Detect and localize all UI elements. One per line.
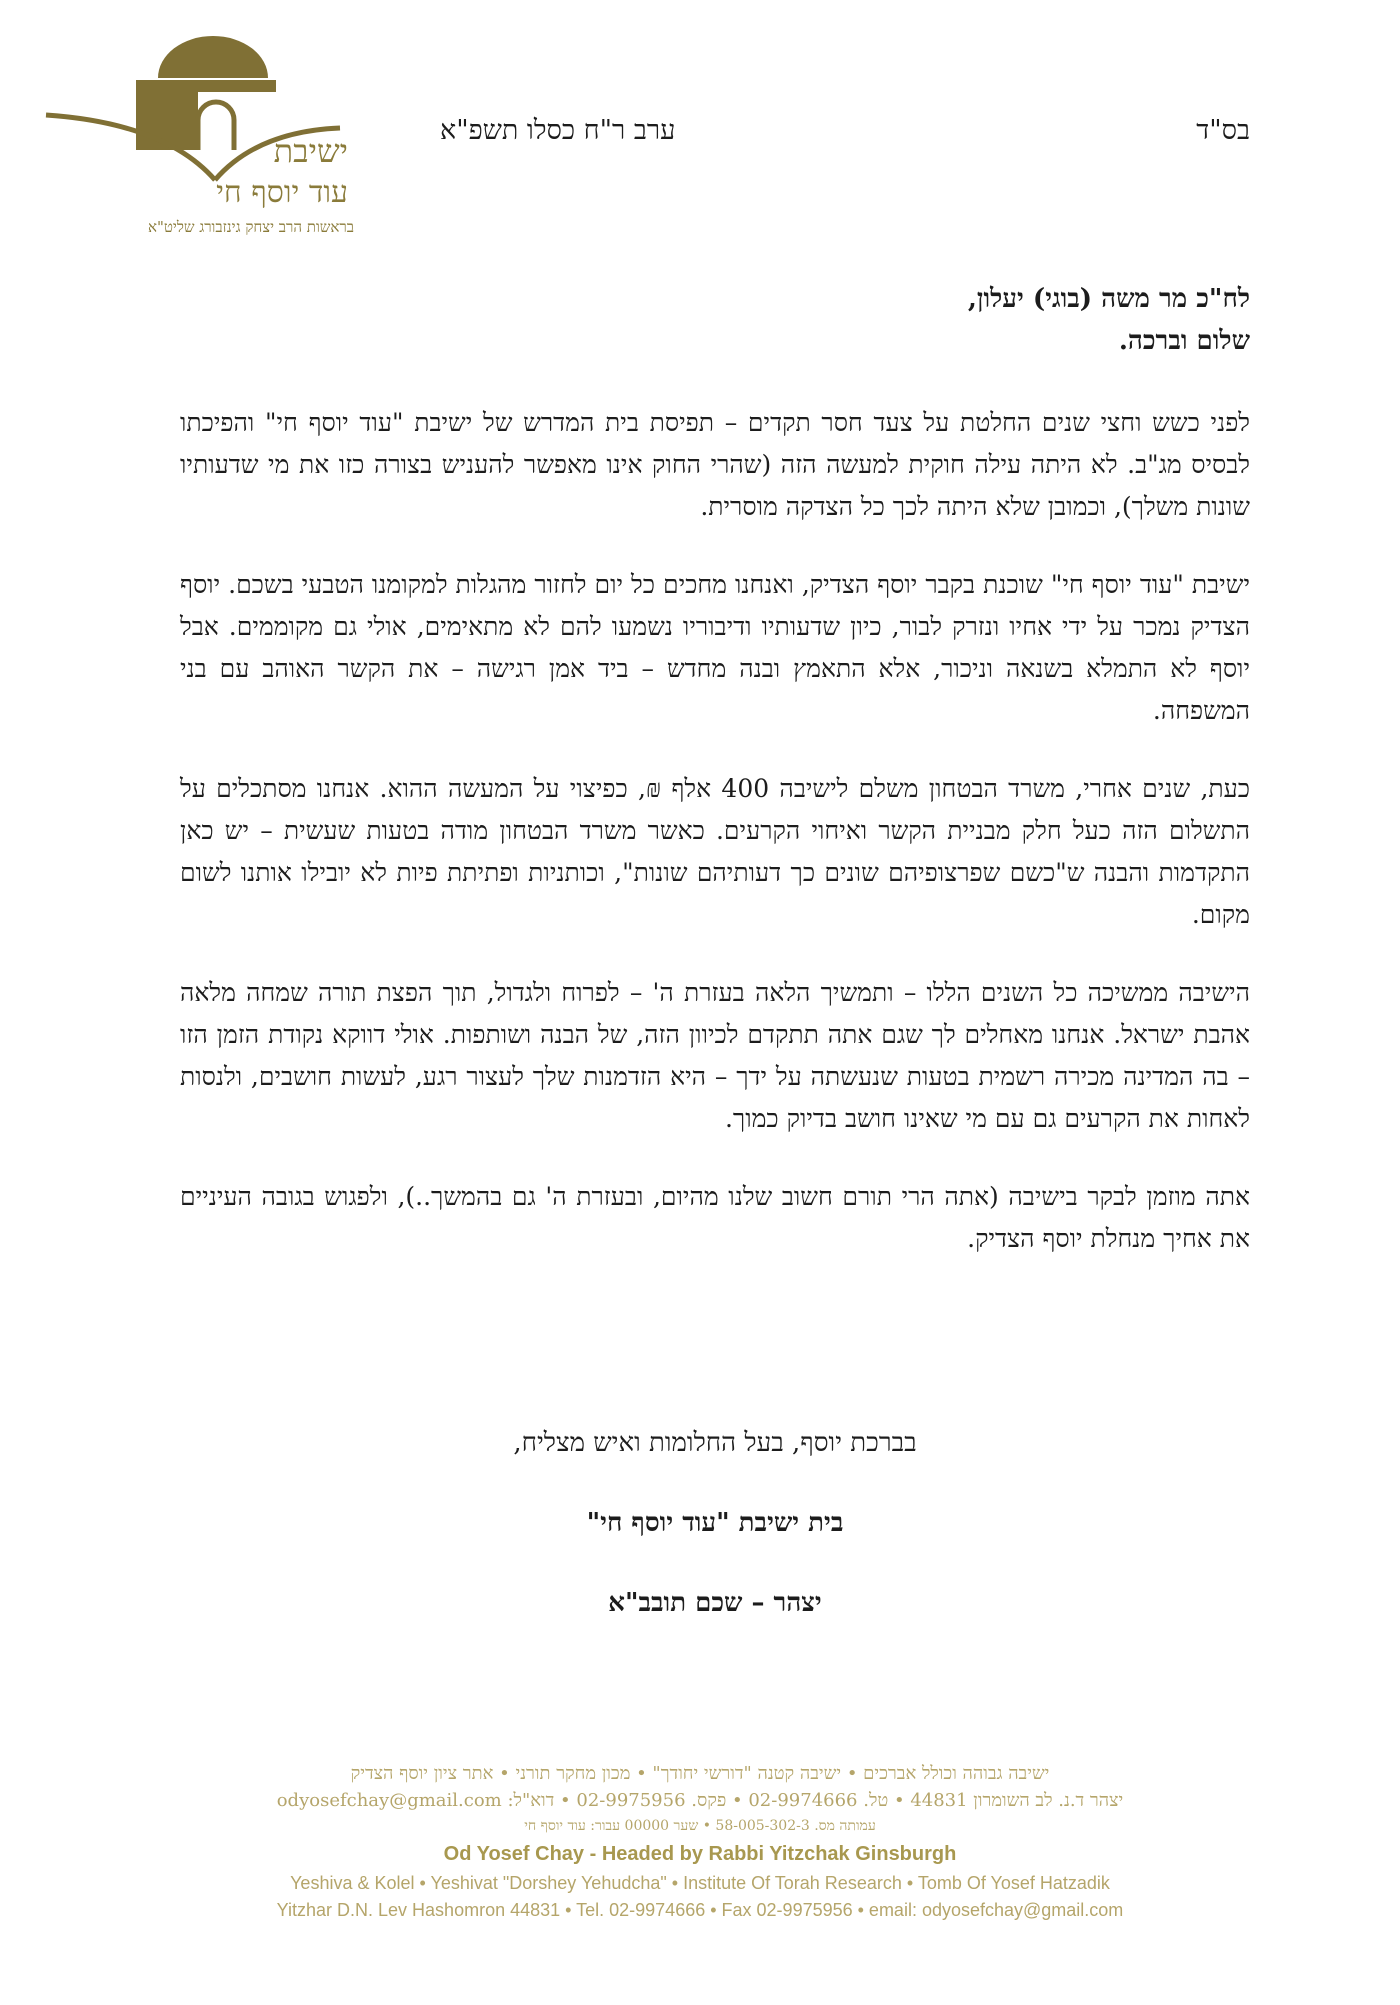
addressee-name: לח"כ מר משה (בוגי) יעלון, — [967, 284, 1250, 314]
letter-date: ערב ר"ח כסלו תשפ"א — [440, 115, 676, 146]
footer-english-line1: Yeshiva & Kolel • Yeshivat "Dorshey Yehudcha" • Institute Of Torah Research • Tomb Of Yosef Hatzadik — [290, 1873, 1110, 1893]
footer-hebrew-line2: יצהר ד.נ. לב השומרון 44831 • טל. 02-9974666 • פקס. 02-9975956 • דוא"ל: odyosefchay@gmail.com — [276, 1790, 1124, 1811]
footer-english-title: Od Yosef Chay - Headed by Rabbi Yitzchak Ginsburgh — [443, 1843, 957, 1865]
signature-organization: בית ישיבת "עוד יוסף חי" — [586, 1508, 844, 1538]
letterhead-footer — [120, 1760, 1280, 1924]
bsd-header: בס"ד — [1196, 115, 1250, 146]
signature-place: יצהר – שכם תובב"א — [608, 1588, 822, 1618]
body-paragraph-2: ישיבת "עוד יוסף חי" שוכנת בקבר יוסף הצדיק, ואנחנו מחכים כל יום לחזור מהגלות למקומנו הטבעי בשכם. יוסף הצדיק נמכר על ידי אחיו ונזרק לבור, כיון שדעותיו ודיבוריו נשמעו להם לא מתאימים, אולי גם מקוממים. אבל יוסף לא התמלא בשנאה וניכור, אלא התאמץ ובנה מחדש – ביד אמן רגישה – את הקשר האוהב עם בני המשפחה. — [180, 570, 1250, 725]
logo-subtitle: בראשות הרב יצחק גינזבורג שליט"א — [147, 218, 354, 236]
body-paragraph-5: אתה מוזמן לבקר בישיבה (אתה הרי תורם חשוב שלנו מהיום, ובעזרת ה' גם בהמשך..), ולפגוש בגובה העיניים את אחיך מנחלת יוסף הצדיק. — [180, 1182, 1250, 1253]
signature-blessing: בברכת יוסף, בעל החלומות ואיש מצליח, — [513, 1428, 917, 1458]
body-paragraph-1: לפני כשש וחצי שנים החלטת על צעד חסר תקדים – תפיסת בית המדרש של ישיבת "עוד יוסף חי" והפיכתו לבסיס מג"ב. לא היתה עילה חוקית למעשה הזה (שהרי החוק אינו מאפשר להעניש בצורה כזו את מי שדעותיו שונות משלך), וכמובן שלא היתה לכך כל הצדקה מוסרית. — [180, 408, 1250, 521]
yeshiva-logo — [40, 20, 360, 235]
footer-english-line2: Yitzhar D.N. Lev Hashomron 44831 • Tel. 02-9974666 • Fax 02-9975956 • email: odyosefchay@gmail.com — [276, 1900, 1124, 1920]
footer-hebrew-line1: ישיבה גבוהה וכולל אברכים • ישיבה קטנה "דורשי יחודך" • מכון מחקר תורני • אתר ציון יוסף הצדיק — [350, 1763, 1050, 1784]
logo-name-line1: ישיבת — [273, 132, 348, 170]
addressee-block — [350, 278, 1250, 362]
footer-hebrew-line3: עמותה מס. 58-005-302-3 • שער 00000 עבור: עוד יוסף חי — [524, 1818, 876, 1834]
body-paragraph-3: כעת, שנים אחרי, משרד הבטחון משלם לישיבה 400 אלף ₪, כפיצוי על המעשה ההוא. אנחנו מסתכלים על התשלום הזה כעל חלק מבניית הקשר ואיחוי הקרעים. כאשר משרד הבטחון מודה בטעות שעשית – יש כאן התקדמות והבנה ש"כשם שפרצופיהם שונים כך דעותיהם שונות", וכותניות ופתיתת פיות לא יובילו אותנו לשום מקום. — [180, 774, 1251, 929]
letter-body — [180, 402, 1250, 1296]
greeting: שלום וברכה. — [1118, 326, 1250, 356]
logo-name-line2: עוד יוסף חי — [216, 175, 348, 210]
body-paragraph-4: הישיבה ממשיכה כל השנים הללו – ותמשיך הלאה בעזרת ה' – לפרוח ולגדול, תוך הפצת תורה שמחה מלאה אהבת ישראל. אנחנו מאחלים לך שגם אתה תתקדם לכיוון הזה, של הבנה ושותפות. אולי דווקא נקודת הזמן הזו – בה המדינה מכירה רשמית בטעות שנעשתה על ידך – היא הזדמנות שלך לעצור רגע, לעשות חושבים, ולנסות לאחות את הקרעים גם עם מי שאינו חושב בדיוק כמוך. — [180, 978, 1250, 1133]
